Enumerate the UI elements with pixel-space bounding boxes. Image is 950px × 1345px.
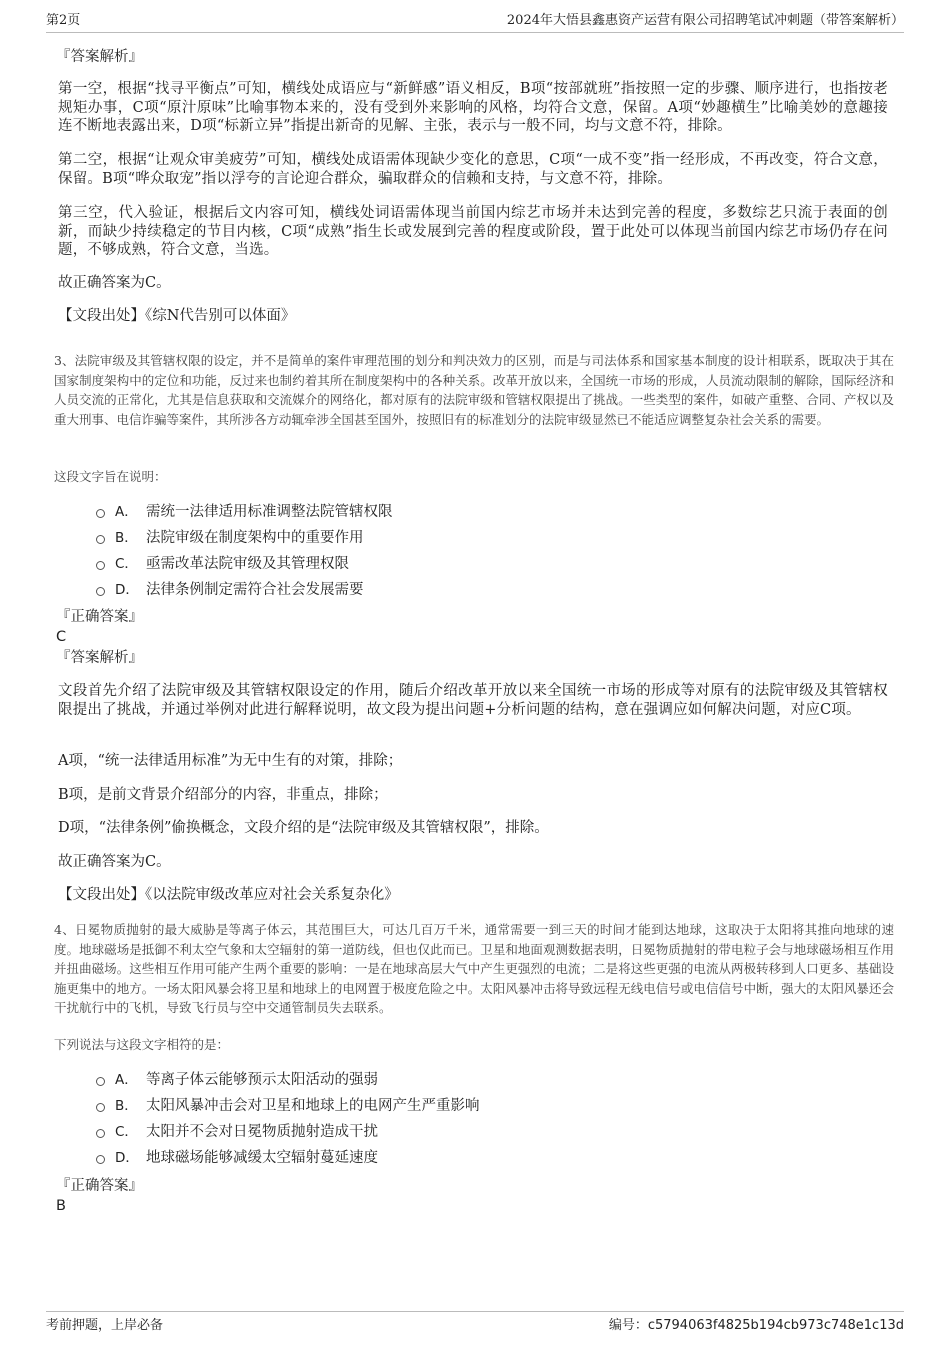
q3-option-d[interactable]: [96, 579, 364, 601]
q3-correct-tag: 『正确答案』: [56, 609, 143, 625]
q4-option-c[interactable]: [96, 1121, 378, 1143]
option-text: 等离子体云能够预示太阳活动的强弱: [146, 1072, 378, 1088]
q3-correct-answer: C: [56, 629, 67, 645]
option-text: 太阳并不会对日冕物质抛射造成干扰: [146, 1124, 378, 1140]
page-footer: [46, 1311, 904, 1332]
option-text: 地球磁场能够减缓太空辐射蔓延速度: [146, 1150, 378, 1166]
q3-conclusion: 故正确答案为C。: [58, 854, 171, 870]
q3-analysis: 文段首先介绍了法院审级及其管辖权限设定的作用，随后介绍改革开放以来全国统一市场的形成等对原有的法院审级及其管辖权限提出了挑战，并通过举例对此进行解释说明，故文段为提出问题+分析问题的结构，意在强调应如何解决问题，对应C项。: [58, 683, 888, 718]
q3-analysis-a: A项，“统一法律适用标准”为无中生有的对策，排除；: [58, 753, 403, 769]
radio-button-icon[interactable]: [96, 1129, 105, 1138]
radio-button-icon[interactable]: [96, 509, 105, 518]
option-letter: A．: [115, 504, 138, 520]
option-letter: D．: [115, 1150, 139, 1166]
radio-button-icon[interactable]: [96, 1077, 105, 1086]
page-number: 第2页: [46, 13, 81, 28]
q3-option-b[interactable]: [96, 527, 364, 549]
radio-button-icon[interactable]: [96, 1155, 105, 1164]
option-text: 法律条例制定需符合社会发展需要: [146, 582, 364, 598]
q4-correct-answer: B: [56, 1198, 66, 1214]
q2-conclusion: 故正确答案为C。: [58, 275, 171, 291]
page-header: [46, 12, 904, 33]
q2-source: 【文段出处】《综N代告别可以体面》: [58, 308, 296, 324]
radio-button-icon[interactable]: [96, 1103, 105, 1112]
q3-option-c[interactable]: [96, 553, 349, 575]
q3-analysis-d: D项，“法律条例”偷换概念，文段介绍的是“法院审级及其管辖权限”，排除。: [58, 820, 549, 836]
q3-analysis-tag: 『答案解析』: [56, 650, 143, 666]
q2-analysis-para-2: 第二空，根据“让观众审美疲劳”可知，横线处成语需体现缺少变化的意思，C项“一成不变”指一经形成，不再改变，符合文意，保留。B项“哗众取宠”指以浮夸的言论迎合群众，骗取群众的信赖和支持，与文意不符，排除。: [58, 152, 888, 187]
document-serial: 编号：c5794063f4825b194cb973c748e1c13d: [608, 1318, 904, 1333]
option-text: 亟需改革法院审级及其管理权限: [146, 556, 349, 572]
q3-option-a[interactable]: [96, 501, 393, 523]
q3-passage: 3、法院审级及其管辖权限的设定，并不是简单的案件审理范围的划分和判决效力的区别，而是与司法体系和国家基本制度的设计相联系，既取决于其在国家制度架构中的定位和功能，反过来也制约着其所在制度架构中的各种关系。改革开放以来，全国统一市场的形成，人员流动限制的解除，国际经济和人员交流的正常化，尤其是信息获取和交流媒介的网络化，都对原有的法院审级和管辖权限提出了挑战。一些类型的案件，如破产重整、合同、产权以及重大刑事、电信诈骗等案件，其所涉各方动辄牵涉全国甚至国外，按照旧有的标准划分的法院审级显然已不能适应调整复杂社会关系的需要。: [54, 353, 894, 427]
q4-correct-tag: 『正确答案』: [56, 1178, 143, 1194]
q2-analysis-para-3: 第三空，代入验证，根据后文内容可知，横线处词语需体现当前国内综艺市场并未达到完善的程度，多数综艺只流于表面的创新，而缺少持续稳定的节目内核，C项“成熟”指生长或发展到完善的程度或阶段，置于此处可以体现当前国内综艺市场仍存在问题，不够成熟，符合文意，当选。: [58, 205, 888, 258]
q3-prompt: 这段文字旨在说明：: [54, 469, 167, 484]
q3-source: 【文段出处】《以法院审级改革应对社会关系复杂化》: [58, 887, 399, 903]
q3-analysis-b: B项，是前文背景介绍部分的内容，非重点，排除；: [58, 787, 388, 803]
radio-button-icon[interactable]: [96, 561, 105, 570]
q2-analysis-para-1: 第一空，根据“找寻平衡点”可知，横线处成语应与“新鲜感”语义相反，B项“按部就班”指按照一定的步骤、顺序进行，也指按老规矩办事，C项“原汁原味”比喻事物本来的，没有受到外来影响的风格，均符合文意，保留。A项“妙趣横生”比喻美妙的意趣接连不断地表露出来，D项“标新立异”指提出新奇的见解、主张，表示与一般不同，均与文意不符，排除。: [58, 81, 888, 134]
q4-option-a[interactable]: [96, 1069, 378, 1091]
document-title: 2024年大悟县鑫惠资产运营有限公司招聘笔试冲刺题（带答案解析）: [506, 13, 904, 28]
option-letter: C．: [115, 1124, 138, 1140]
option-letter: B．: [115, 1098, 138, 1114]
option-letter: C．: [115, 556, 138, 572]
option-text: 需统一法律适用标准调整法院管辖权限: [146, 504, 393, 520]
radio-button-icon[interactable]: [96, 535, 105, 544]
footer-slogan: 考前押题，上岸必备: [46, 1318, 164, 1333]
q4-option-d[interactable]: [96, 1147, 378, 1169]
q4-passage: 4、日冕物质抛射的最大威胁是等离子体云，其范围巨大，可达几百万千米，通常需要一到三天的时间才能到达地球，这取决于太阳将其推向地球的速度。地球磁场是抵御不利太空气象和太空辐射的第一道防线，但也仅此而已。卫星和地面观测数据表明，日冕物质抛射的带电粒子会与地球磁场相互作用并扭曲磁场。这些相互作用可能产生两个重要的影响：一是在地球高层大气中产生更强烈的电流；二是将这些更强的电流从两极转移到人口更多、基础设施更集中的地方。一场太阳风暴会将卫星和地球上的电网置于极度危险之中。太阳风暴冲击将导致远程无线电信号或电信信号中断，强大的太阳风暴还会干扰航行中的飞机，导致飞行员与空中交通管制员失去联系。: [54, 922, 894, 1015]
q4-prompt: 下列说法与这段文字相符的是：: [54, 1037, 230, 1052]
option-letter: B．: [115, 530, 138, 546]
radio-button-icon[interactable]: [96, 587, 105, 596]
q4-option-b[interactable]: [96, 1095, 480, 1117]
q2-analysis-tag: 『答案解析』: [56, 49, 143, 65]
option-letter: D．: [115, 582, 139, 598]
option-text: 太阳风暴冲击会对卫星和地球上的电网产生严重影响: [146, 1098, 480, 1114]
option-letter: A．: [115, 1072, 138, 1088]
option-text: 法院审级在制度架构中的重要作用: [146, 530, 364, 546]
